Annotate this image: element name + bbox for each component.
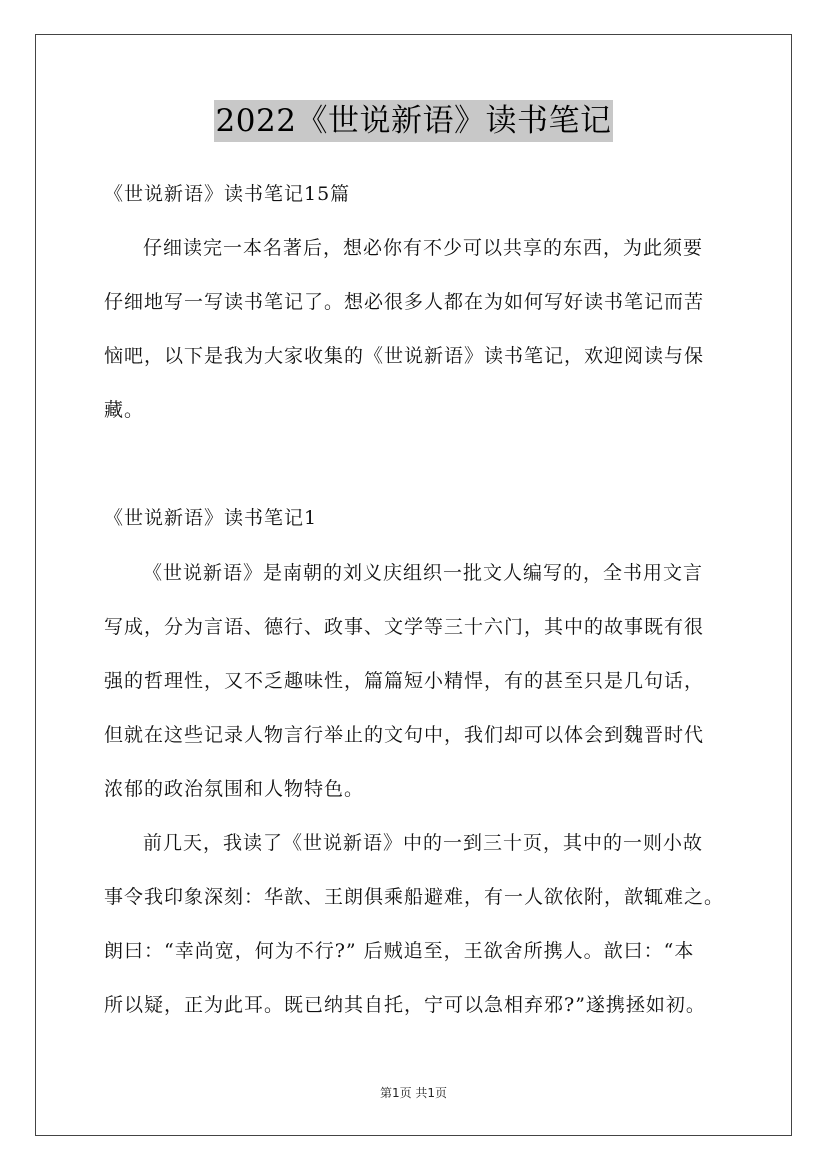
paragraph-line: 事令我印象深刻：华歆、王朗俱乘船避难，有一人欲依附，歆辄难之。 (104, 886, 725, 908)
section-heading: 《世说新语》读书笔记1 (104, 507, 318, 529)
paragraph-line: 朗曰：“幸尚宽，何为不行?” 后贼追至，王欲舍所携人。歆曰：“本 (104, 940, 695, 962)
subtitle: 《世说新语》读书笔记15篇 (104, 183, 351, 205)
intro-line: 仔细地写一写读书笔记了。想必很多人都在为如何写好读书笔记而苦 (104, 291, 705, 313)
paragraph-line: 写成，分为言语、德行、政事、文学等三十六门，其中的故事既有很 (104, 616, 705, 638)
page-number-footer: 第1页 共1页 (379, 1086, 448, 1100)
paragraph-line: 前几天，我读了《世说新语》中的一到三十页，其中的一则小故 (143, 832, 704, 854)
paragraph-line: 所以疑，正为此耳。既已纳其自托，宁可以急相弃邪?”遂携拯如初。 (104, 994, 706, 1016)
intro-line: 藏。 (104, 399, 145, 421)
intro-line: 仔细读完一本名著后，想必你有不少可以共享的东西，为此须要 (143, 237, 704, 259)
paragraph-line: 《世说新语》是南朝的刘义庆组织一批文人编写的，全书用文言 (143, 562, 704, 584)
document-title: 2022《世说新语》读书笔记 (214, 100, 614, 142)
intro-line: 恼吧，以下是我为大家收集的《世说新语》读书笔记，欢迎阅读与保 (104, 345, 705, 367)
paragraph-line: 浓郁的政治氛围和人物特色。 (104, 778, 365, 800)
title-container (0, 100, 827, 142)
paragraph-line: 但就在这些记录人物言行举止的文句中，我们却可以体会到魏晋时代 (104, 724, 705, 746)
paragraph-line: 强的哲理性，又不乏趣味性，篇篇短小精悍，有的甚至只是几句话， (104, 670, 705, 692)
